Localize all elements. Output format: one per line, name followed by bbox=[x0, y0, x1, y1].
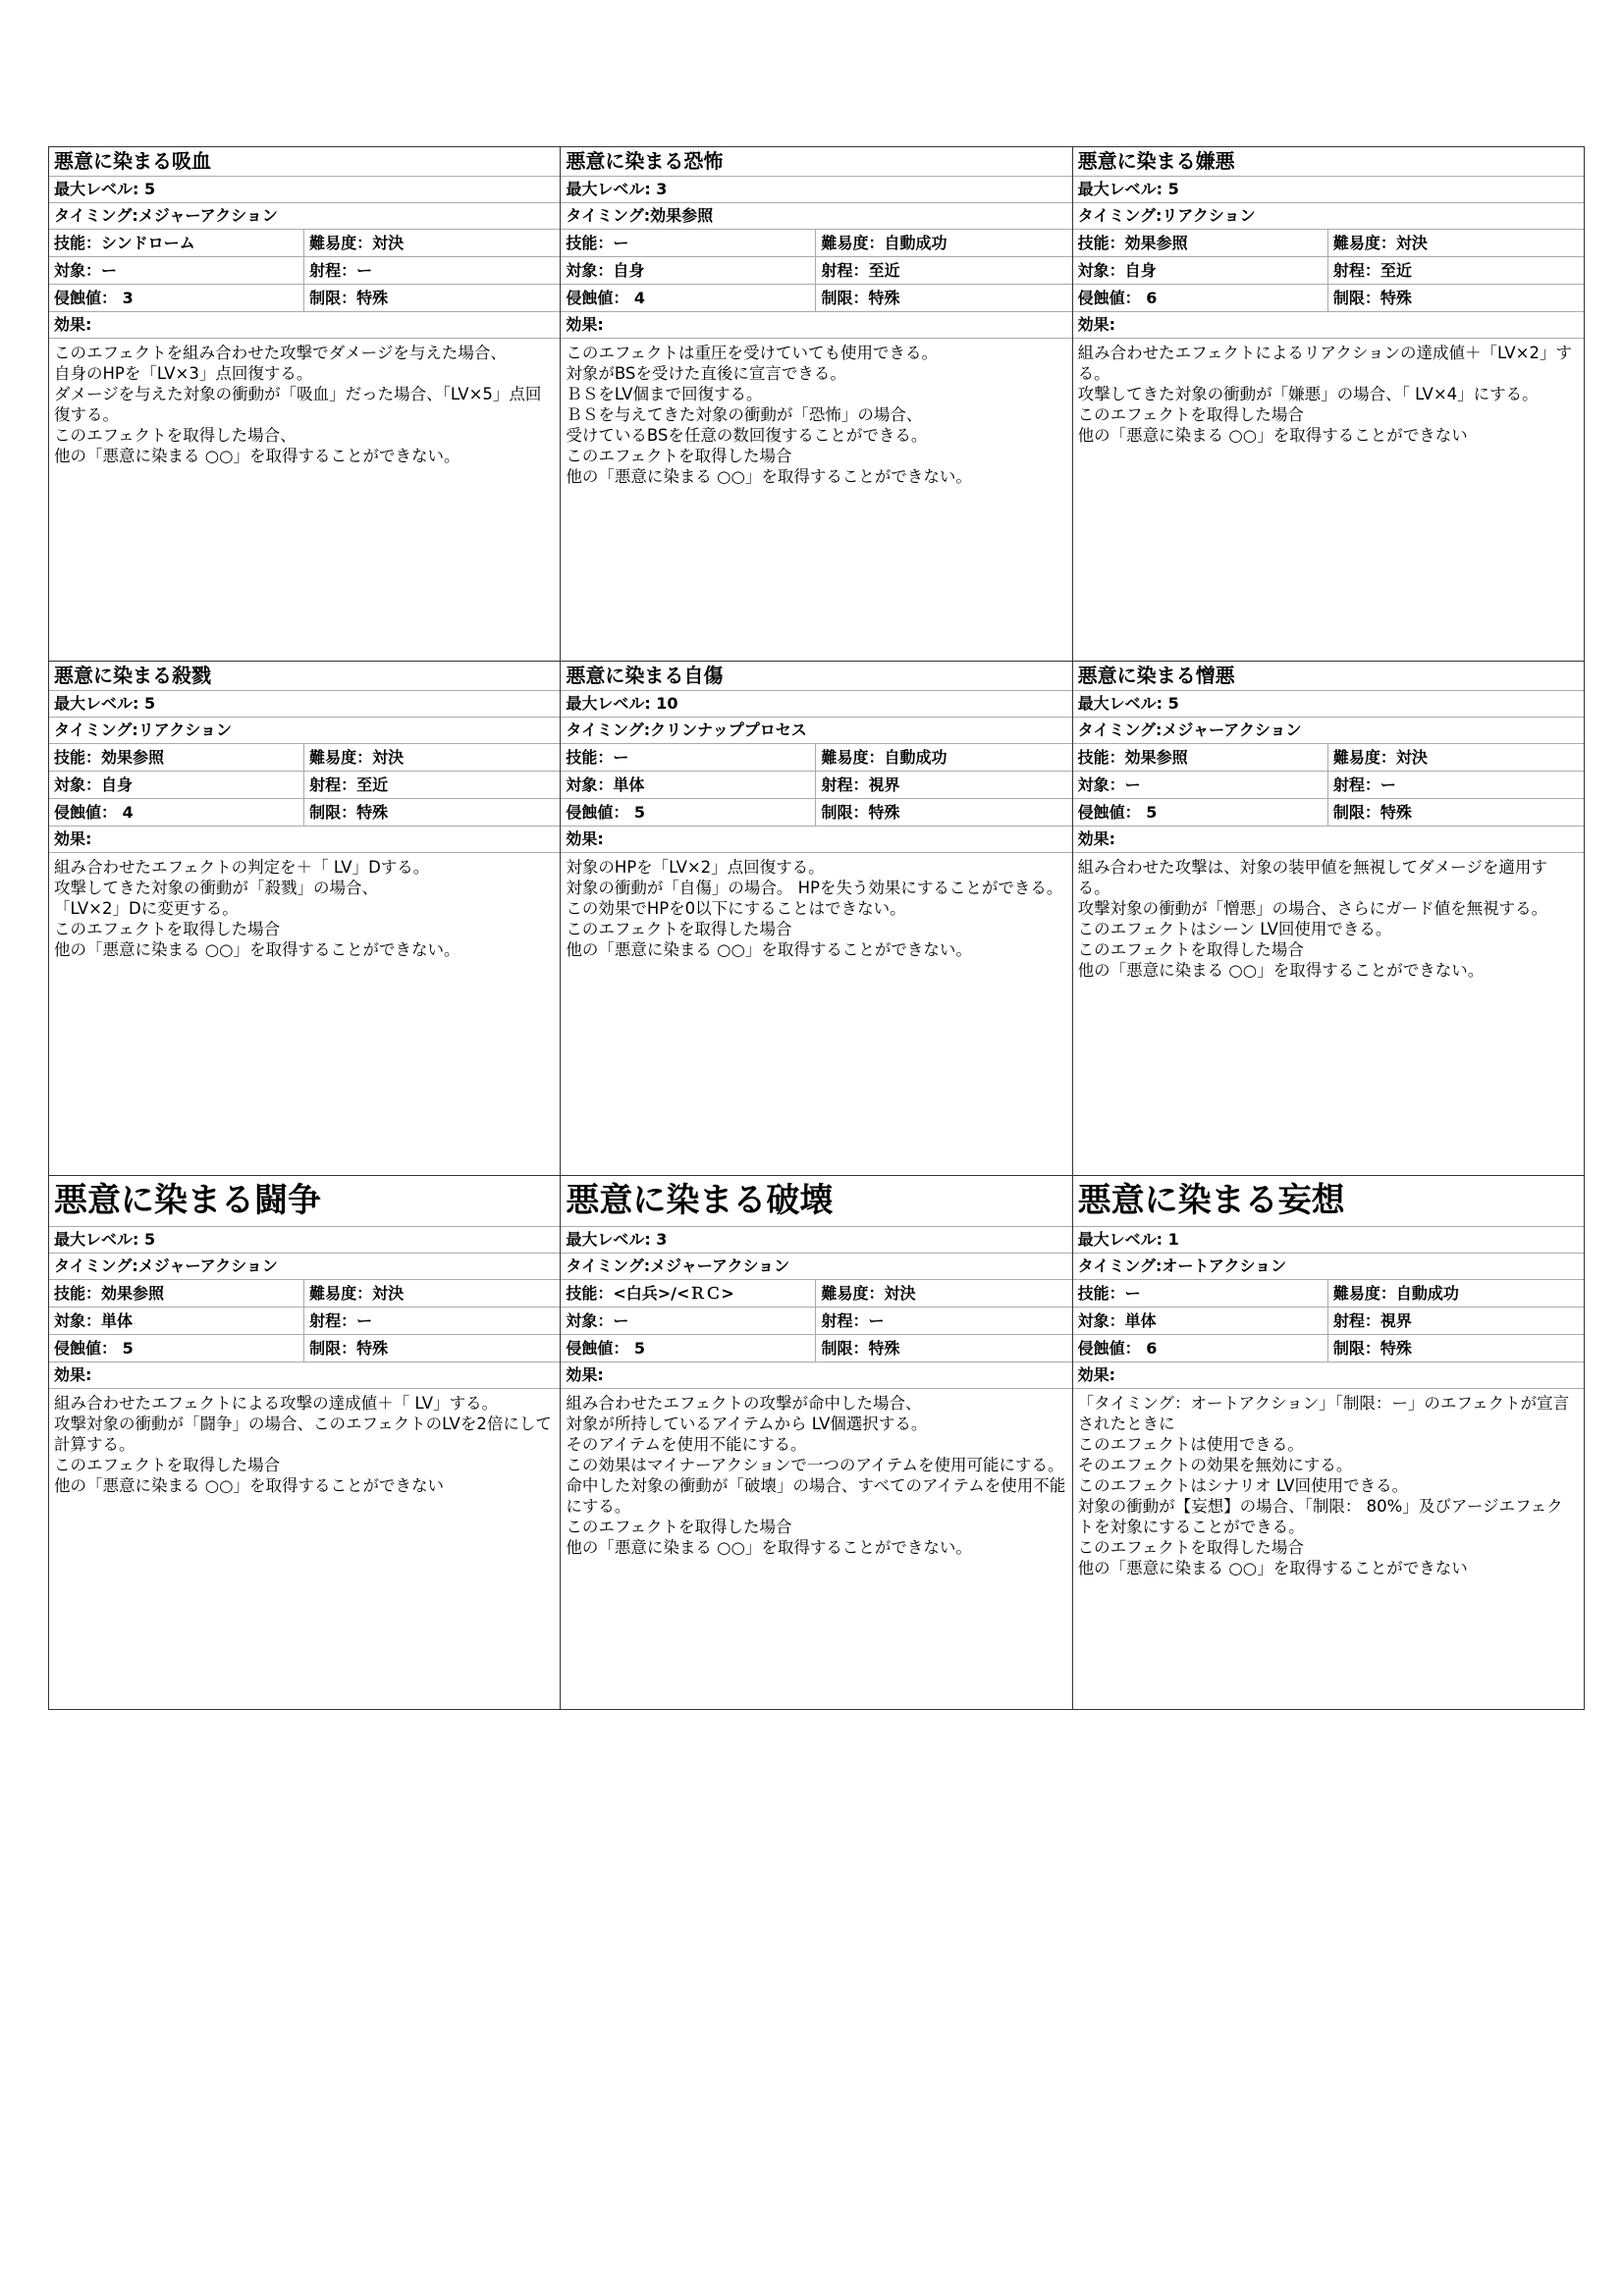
range: 射程：ー bbox=[309, 1311, 373, 1330]
target: 対象：単体 bbox=[49, 1308, 304, 1334]
range: 射程：ー bbox=[1332, 775, 1396, 794]
range: 射程：視界 bbox=[821, 775, 900, 794]
erosion: 侵蝕値： 4 bbox=[561, 285, 816, 311]
effect-text: 組み合わせた攻撃は、対象の装甲値を無視してダメージを適用する。 攻撃対象の衝動が「憎悪」の場合、さらにガード値を無視する。 このエフェクトはシーン LV回使用できる。 このエフェクトを取得した場合 他の「悪意に染まる ○○」を取得することができない。 bbox=[1077, 858, 1548, 980]
max-level: 最大レベル: 5 bbox=[1073, 177, 1584, 203]
range: 射程：至近 bbox=[1332, 261, 1412, 280]
limit: 制限：特殊 bbox=[1332, 1339, 1412, 1358]
skill: 技能：ー bbox=[561, 744, 816, 771]
max-level: 最大レベル: 5 bbox=[1073, 691, 1584, 718]
card-row bbox=[49, 1176, 1585, 1710]
timing: タイミング:オートアクション bbox=[1073, 1254, 1584, 1280]
effect-card bbox=[561, 1176, 1072, 1710]
range: 射程：至近 bbox=[821, 261, 900, 280]
difficulty: 難易度：対決 bbox=[309, 748, 405, 767]
effect-card bbox=[1073, 147, 1585, 662]
effect-card bbox=[49, 662, 561, 1176]
range: 射程：視界 bbox=[1332, 1311, 1412, 1330]
skill: 技能：効果参照 bbox=[49, 1280, 304, 1307]
erosion: 侵蝕値： 4 bbox=[49, 799, 304, 826]
limit: 制限：特殊 bbox=[309, 289, 389, 307]
card-title: 悪意に染まる妄想 bbox=[1073, 1176, 1584, 1227]
max-level: 最大レベル: 5 bbox=[49, 691, 560, 718]
effect-text: 組み合わせたエフェクトによる攻撃の達成値＋「 LV」する。 攻撃対象の衝動が「闘争」の場合、このエフェクトのLVを2倍にして計算する。 このエフェクトを取得した場合 他の「悪意に染まる ○○」を取得することができない bbox=[54, 1394, 552, 1495]
skill: 技能：ー bbox=[561, 230, 816, 256]
effect-label: 効果: bbox=[561, 827, 1071, 853]
effect-label: 効果: bbox=[1073, 1362, 1584, 1389]
timing: タイミング:リアクション bbox=[1073, 203, 1584, 230]
effect-label: 効果: bbox=[49, 312, 560, 339]
limit: 制限：特殊 bbox=[1332, 289, 1412, 307]
target: 対象：自身 bbox=[561, 257, 816, 284]
limit: 制限：特殊 bbox=[821, 803, 900, 822]
card-title: 悪意に染まる嫌悪 bbox=[1073, 147, 1584, 177]
effect-text: 組み合わせたエフェクトの判定を＋「 LV」Dする。 攻撃してきた対象の衝動が「殺戮」の場合、 「LV×2」Dに変更する。 このエフェクトを取得した場合 他の「悪意に染まる ○○」を取得することができない。 bbox=[54, 858, 460, 959]
timing: タイミング:メジャーアクション bbox=[49, 203, 560, 230]
difficulty: 難易度：対決 bbox=[309, 234, 405, 252]
erosion: 侵蝕値： 5 bbox=[49, 1335, 304, 1362]
card-title: 悪意に染まる吸血 bbox=[49, 147, 560, 177]
erosion: 侵蝕値： 6 bbox=[1073, 285, 1328, 311]
timing: タイミング:リアクション bbox=[49, 718, 560, 744]
max-level: 最大レベル: 1 bbox=[1073, 1227, 1584, 1254]
target: 対象：単体 bbox=[561, 772, 816, 798]
difficulty: 難易度：対決 bbox=[821, 1284, 916, 1303]
card-title: 悪意に染まる闘争 bbox=[49, 1176, 560, 1227]
effect-label: 効果: bbox=[1073, 312, 1584, 339]
timing: タイミング:クリンナッププロセス bbox=[561, 718, 1071, 744]
timing: タイミング:効果参照 bbox=[561, 203, 1071, 230]
card-row bbox=[49, 662, 1585, 1176]
skill: 技能：効果参照 bbox=[1073, 230, 1328, 256]
card-title: 悪意に染まる憎悪 bbox=[1073, 662, 1584, 691]
timing: タイミング:メジャーアクション bbox=[1073, 718, 1584, 744]
limit: 制限：特殊 bbox=[309, 1339, 389, 1358]
effect-label: 効果: bbox=[49, 1362, 560, 1389]
effect-card-sheet bbox=[48, 146, 1585, 1710]
target: 対象：単体 bbox=[1073, 1308, 1328, 1334]
erosion: 侵蝕値： 5 bbox=[561, 799, 816, 826]
max-level: 最大レベル: 5 bbox=[49, 177, 560, 203]
difficulty: 難易度：対決 bbox=[1332, 748, 1428, 767]
effect-label: 効果: bbox=[561, 312, 1071, 339]
skill: 技能：効果参照 bbox=[1073, 744, 1328, 771]
effect-text: 対象のHPを「LV×2」点回復する。 対象の衝動が「自傷」の場合。 HPを失う効果にすることができる。 この効果でHPを0以下にすることはできない。 このエフェクトを取得した場合 他の「悪意に染まる ○○」を取得することができない。 bbox=[566, 858, 1063, 959]
effect-card bbox=[561, 147, 1072, 662]
skill: 技能：<白兵>/<ＲＣ> bbox=[561, 1280, 816, 1307]
difficulty: 難易度：自動成功 bbox=[1332, 1284, 1459, 1303]
erosion: 侵蝕値： 5 bbox=[1073, 799, 1328, 826]
timing: タイミング:メジャーアクション bbox=[49, 1254, 560, 1280]
card-row bbox=[49, 147, 1585, 662]
effect-card bbox=[1073, 1176, 1585, 1710]
effect-label: 効果: bbox=[561, 1362, 1071, 1389]
difficulty: 難易度：対決 bbox=[1332, 234, 1428, 252]
effect-text: 組み合わせたエフェクトの攻撃が命中した場合、 対象が所持しているアイテムから LV個選択する。 そのアイテムを使用不能にする。 この効果はマイナーアクションで一つのアイテムを使用可能にする。 命中した対象の衝動が「破壊」の場合、すべてのアイテムを使用不能にする。 このエフェクトを取得した場合 他の「悪意に染まる ○○」を取得することができない。 bbox=[566, 1394, 1066, 1557]
max-level: 最大レベル: 3 bbox=[561, 1227, 1071, 1254]
limit: 制限：特殊 bbox=[1332, 803, 1412, 822]
effect-text: 「タイミング：オートアクション」「制限：ー」のエフェクトが宣言されたときに このエフェクトは使用できる。 そのエフェクトの効果を無効にする。 このエフェクトはシナリオ LV回使用できる。 対象の衝動が【妄想】の場合、「制限： 80%」及びアージエフェクトを対象にすることができる。 このエフェクトを取得した場合 他の「悪意に染まる ○○」を取得することができない bbox=[1077, 1394, 1570, 1577]
effect-card bbox=[1073, 662, 1585, 1176]
target: 対象：自身 bbox=[49, 772, 304, 798]
card-title: 悪意に染まる殺戮 bbox=[49, 662, 560, 691]
effect-text: このエフェクトは重圧を受けていても使用できる。 対象がBSを受けた直後に宣言できる。 ＢＳをLV個まで回復する。 ＢＳを与えてきた対象の衝動が「恐怖」の場合、 受けているBSを任意の数回復することができる。 このエフェクトを取得した場合 他の「悪意に染まる ○○」を取得することができない。 bbox=[566, 344, 972, 486]
target: 対象：自身 bbox=[1073, 257, 1328, 284]
erosion: 侵蝕値： 5 bbox=[561, 1335, 816, 1362]
effect-card bbox=[49, 1176, 561, 1710]
skill: 技能：シンドローム bbox=[49, 230, 304, 256]
erosion: 侵蝕値： 3 bbox=[49, 285, 304, 311]
range: 射程：ー bbox=[309, 261, 373, 280]
max-level: 最大レベル: 5 bbox=[49, 1227, 560, 1254]
difficulty: 難易度：自動成功 bbox=[821, 234, 947, 252]
difficulty: 難易度：自動成功 bbox=[821, 748, 947, 767]
effect-card bbox=[561, 662, 1072, 1176]
effect-text: このエフェクトを組み合わせた攻撃でダメージを与えた場合、 自身のHPを「LV×3」点回復する。 ダメージを与えた対象の衝動が「吸血」だった場合、「LV×5」点回復する。 このエフェクトを取得した場合、 他の「悪意に染まる ○○」を取得することができない。 bbox=[54, 344, 542, 465]
range: 射程：至近 bbox=[309, 775, 389, 794]
effect-card bbox=[49, 147, 561, 662]
range: 射程：ー bbox=[821, 1311, 885, 1330]
effect-label: 効果: bbox=[49, 827, 560, 853]
target: 対象：ー bbox=[49, 257, 304, 284]
timing: タイミング:メジャーアクション bbox=[561, 1254, 1071, 1280]
limit: 制限：特殊 bbox=[821, 289, 900, 307]
effect-label: 効果: bbox=[1073, 827, 1584, 853]
card-title: 悪意に染まる破壊 bbox=[561, 1176, 1071, 1227]
max-level: 最大レベル: 3 bbox=[561, 177, 1071, 203]
target: 対象：ー bbox=[1073, 772, 1328, 798]
erosion: 侵蝕値： 6 bbox=[1073, 1335, 1328, 1362]
effect-text: 組み合わせたエフェクトによるリアクションの達成値＋「LV×2」する。 攻撃してきた対象の衝動が「嫌悪」の場合、「 LV×4」にする。 このエフェクトを取得した場合 他の「悪意に染まる ○○」を取得することができない bbox=[1077, 344, 1572, 445]
card-title: 悪意に染まる恐怖 bbox=[561, 147, 1071, 177]
max-level: 最大レベル: 10 bbox=[561, 691, 1071, 718]
skill: 技能：効果参照 bbox=[49, 744, 304, 771]
skill: 技能：ー bbox=[1073, 1280, 1328, 1307]
limit: 制限：特殊 bbox=[821, 1339, 900, 1358]
target: 対象：ー bbox=[561, 1308, 816, 1334]
difficulty: 難易度：対決 bbox=[309, 1284, 405, 1303]
card-title: 悪意に染まる自傷 bbox=[561, 662, 1071, 691]
limit: 制限：特殊 bbox=[309, 803, 389, 822]
